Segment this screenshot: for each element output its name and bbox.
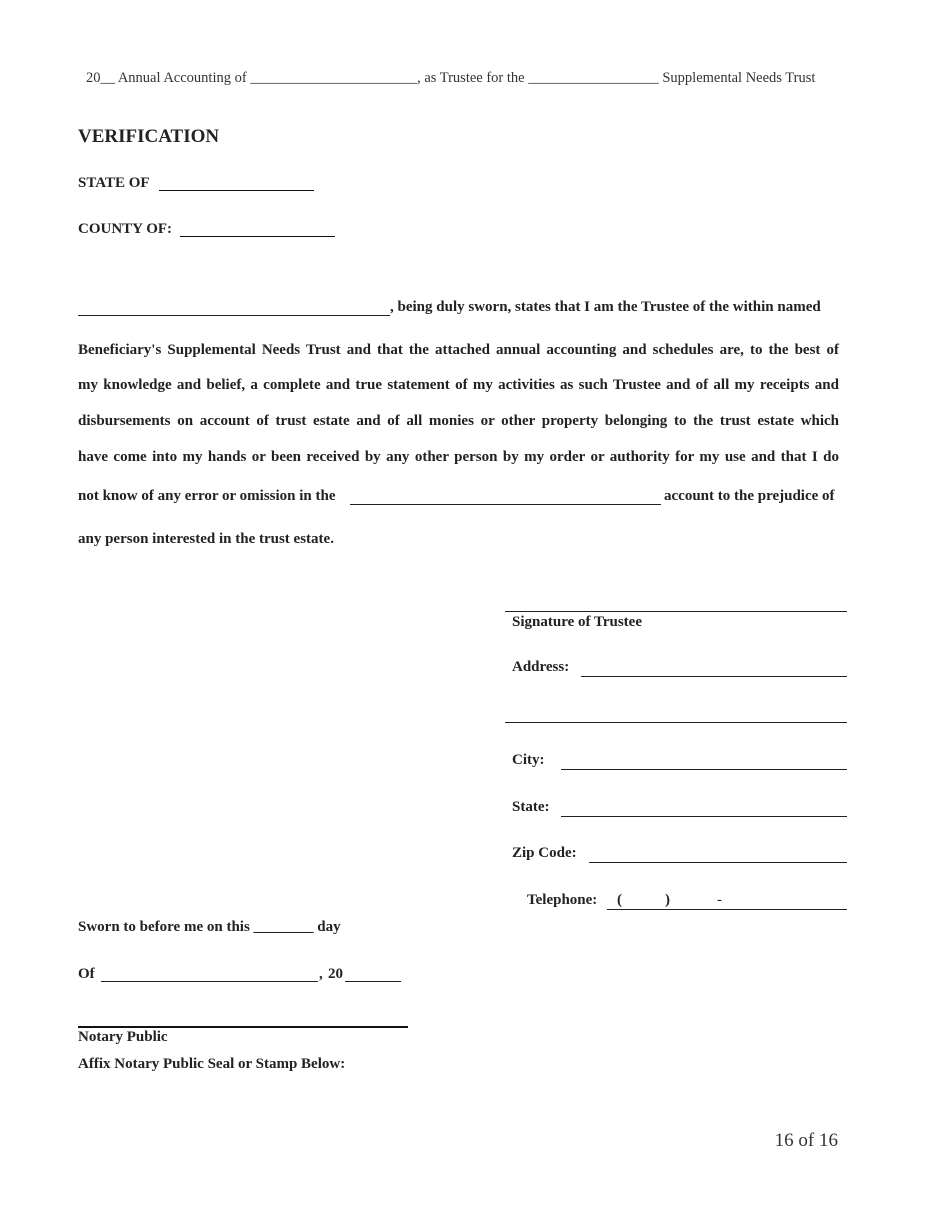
address-field[interactable]: [581, 676, 847, 677]
notary-public-label: Notary Public: [78, 1029, 168, 1045]
paragraph-line-7: any person interested in the trust estate.: [78, 531, 334, 547]
county-field[interactable]: [180, 236, 335, 237]
county-label: COUNTY OF:: [78, 221, 173, 237]
trustee-signature-line[interactable]: [505, 611, 847, 612]
state-signature-field[interactable]: [561, 816, 847, 817]
zip-code-label: Zip Code:: [512, 845, 577, 861]
paragraph-line-5: have come into my hands or been received by any other person by my order or authority for my use and that I do: [78, 449, 839, 465]
affix-seal-label: Affix Notary Public Seal or Stamp Below:: [78, 1056, 346, 1072]
paragraph-line-3: my knowledge and belief, a complete and true statement of my activities as such Trustee and of all my receipts and: [78, 377, 839, 393]
state-signature-label: State:: [512, 799, 550, 815]
telephone-label: Telephone:: [527, 892, 598, 908]
telephone-open-paren: (: [617, 892, 622, 908]
city-field[interactable]: [561, 769, 847, 770]
paragraph-line-6-prefix: not know of any error or omission in the: [78, 488, 336, 504]
paragraph-line-6-suffix: account to the prejudice of: [664, 488, 835, 504]
sworn-month-field[interactable]: [101, 981, 318, 982]
address-line-2-field[interactable]: [505, 722, 847, 723]
telephone-field[interactable]: [607, 909, 847, 910]
account-name-field[interactable]: [350, 504, 661, 505]
of-comma: ,: [319, 966, 323, 982]
year-prefix: 20: [328, 966, 343, 982]
sworn-year-field[interactable]: [345, 981, 401, 982]
paragraph-line-2: Beneficiary's Supplemental Needs Trust and that the attached annual accounting and schedules are, to the best of: [78, 342, 839, 358]
state-field[interactable]: [159, 190, 314, 191]
notary-signature-line[interactable]: [78, 1026, 408, 1028]
zip-code-field[interactable]: [589, 862, 847, 863]
paragraph-line-4: disbursements on account of trust estate and of all monies or other property belonging to the trust estate which: [78, 413, 839, 429]
of-label: Of: [78, 966, 95, 982]
trustee-name-field[interactable]: [78, 315, 390, 316]
document-header: 20__ Annual Accounting of _______________________, as Trustee for the __________________ Supplemental Needs Trust: [86, 70, 816, 86]
page-title: VERIFICATION: [78, 126, 220, 147]
signature-of-trustee-label: Signature of Trustee: [512, 614, 642, 630]
page-number: 16 of 16: [774, 1130, 838, 1151]
address-label: Address:: [512, 659, 570, 675]
city-label: City:: [512, 752, 545, 768]
telephone-close-paren: ): [665, 892, 670, 908]
telephone-dash: -: [717, 892, 722, 908]
paragraph-line-1: , being duly sworn, states that I am the Trustee of the within named: [390, 299, 821, 315]
sworn-statement: Sworn to before me on this ________ day: [78, 919, 341, 935]
state-label: STATE OF: [78, 175, 150, 191]
